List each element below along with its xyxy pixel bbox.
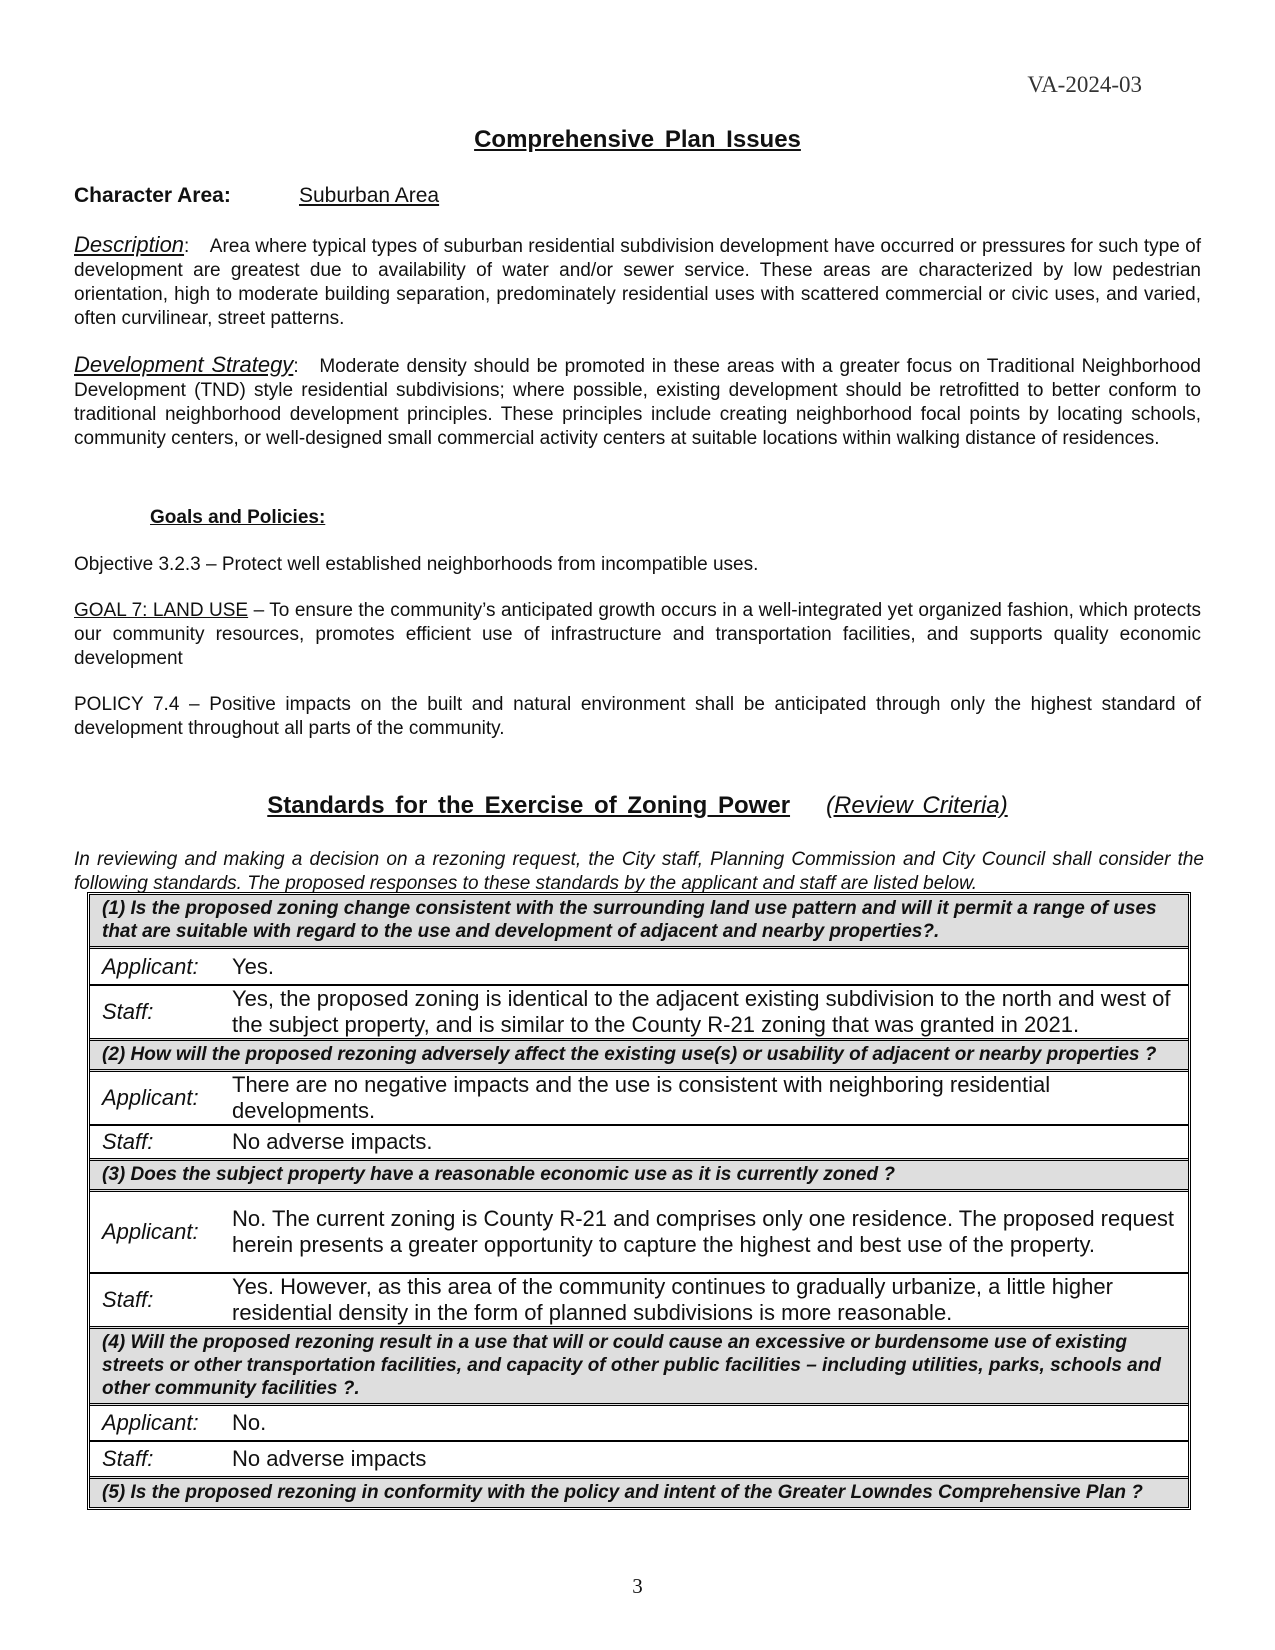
review-criteria-table [87,892,1191,1510]
q1-staff-answer: Yes, the proposed zoning is identical to the adjacent existing subdivision to the north and west of the subject property, and is similar to the County R-21 zoning that was granted in 2021. [232,986,1171,1037]
standards-intro: In reviewing and making a decision on a rezoning request, the City staff, Planning Commission and City Council shall consider the following standards. The proposed responses to these standards by the applicant and staff are listed below. [74,849,1204,894]
q4-staff-answer: No adverse impacts [232,1446,427,1471]
q4-applicant-answer: No. [232,1410,267,1435]
q4-applicant-row [90,1406,1188,1442]
q3-staff-row [90,1274,1188,1326]
q2-applicant-row [90,1072,1188,1126]
question-4: (4) Will the proposed rezoning result in a use that will or could cause an excessive or burdensome use of existing streets or other transportation facilities, and capacity of other public facilities – including utilities, parks, schools and other community facilities ?. [90,1326,1188,1406]
q2-staff-row [90,1126,1188,1158]
applicant-label: Applicant: [102,1219,199,1244]
q2-staff-answer: No adverse impacts. [232,1129,433,1154]
development-strategy-paragraph: Development Strategy: Moderate density should be promoted in these areas with a greater focus on Traditional Neighborhood Development (TND) style residential subdivisions; where possible, existing development should be retrofitted to better conform to traditional neighborhood development principles. These principles include creating neighborhood focal points by locating schools, community centers, or well-designed small commercial activity centers at suitable locations within walking distance of residences. [74,352,1201,449]
staff-label: Staff: [102,999,154,1024]
standards-title: Standards for the Exercise of Zoning Power [267,792,791,819]
q1-staff-row [90,986,1188,1038]
applicant-label: Applicant: [102,1085,199,1110]
standards-heading [0,792,1275,820]
development-strategy-label: Development Strategy [74,352,294,377]
question-1: (1) Is the proposed zoning change consistent with the surrounding land use pattern and will it permit a range of uses that are suitable with regard to the use and development of adjacent and nearby properties?. [90,895,1188,949]
policy-7-4-text: POLICY 7.4 – Positive impacts on the built and natural environment shall be anticipated through only the highest standard of development throughout all parts of the community. [74,694,1201,739]
goal-7-text: – To ensure the community’s anticipated growth occurs in a well-integrated yet organized fashion, which protects our community resources, promotes efficient use of infrastructure and transportation facilities, and supports quality economic development [74,600,1201,669]
character-area-label: Character Area: [74,184,231,207]
q3-staff-answer: Yes. However, as this area of the community continues to gradually urbanize, a little higher residential density in the form of planned subdivisions is more reasonable. [232,1274,1113,1325]
comprehensive-plan-heading: Comprehensive Plan Issues [474,126,801,153]
q3-applicant-answer: No. The current zoning is County R-21 and comprises only one residence. The proposed request herein presents a greater opportunity to capture the highest and best use of the property. [232,1206,1175,1257]
staff-label: Staff: [102,1446,154,1471]
description-label: Description [74,232,185,257]
development-strategy-text: Moderate density should be promoted in these areas with a greater focus on Traditional Neighborhood Development (TND) style residential subdivisions; where possible, existing development should be retrofitted to better conform to traditional neighborhood development principles. These principles include creating neighborhood focal points by locating schools, community centers, or well-designed small commercial activity centers at suitable locations within walking distance of residences. [74,356,1201,449]
goal-7-paragraph [74,599,1201,671]
q4-staff-row [90,1442,1188,1476]
goals-and-policies-heading: Goals and Policies: [150,507,326,528]
q3-applicant-row [90,1192,1188,1274]
q2-applicant-answer: There are no negative impacts and the use is consistent with neighboring residential developments. [232,1072,1051,1123]
description-paragraph: Description: Area where typical types of suburban residential subdivision development have occurred or pressures for such type of development are greatest due to availability of water and/or sewer service. These areas are characterized by low pedestrian orientation, high to moderate building separation, predominately residential uses with scattered commercial or civic uses, and varied, often curvilinear, street patterns. [74,232,1201,329]
page-number: 3 [632,1574,643,1598]
q1-applicant-row [90,949,1188,986]
question-2: (2) How will the proposed rezoning adversely affect the existing use(s) or usability of adjacent or nearby properties ? [90,1038,1188,1072]
applicant-label: Applicant: [102,953,199,979]
staff-label: Staff: [102,1287,154,1312]
question-3: (3) Does the subject property have a reasonable economic use as it is currently zoned ? [90,1158,1188,1192]
character-area-value: Suburban Area [299,184,440,207]
description-text: Area where typical types of suburban residential subdivision development have occurred or pressures for such type of development are greatest due to availability of water and/or sewer service. These areas are characterized by low pedestrian orientation, high to moderate building separation, predominately residential uses with scattered commercial or civic uses, and varied, often curvilinear, street patterns. [74,236,1201,329]
staff-label: Staff: [102,1129,154,1154]
goal-7-label: GOAL 7: LAND USE [74,600,249,621]
document-id: VA-2024-03 [1027,72,1142,97]
question-5: (5) Is the proposed rezoning in conformity with the policy and intent of the Greater Lowndes Comprehensive Plan ? [90,1476,1188,1507]
applicant-label: Applicant: [102,1410,199,1435]
objective-text: Objective 3.2.3 – Protect well established neighborhoods from incompatible uses. [74,554,759,575]
standards-subtitle: (Review Criteria) [826,792,1008,819]
q1-applicant-answer: Yes. [232,953,275,979]
